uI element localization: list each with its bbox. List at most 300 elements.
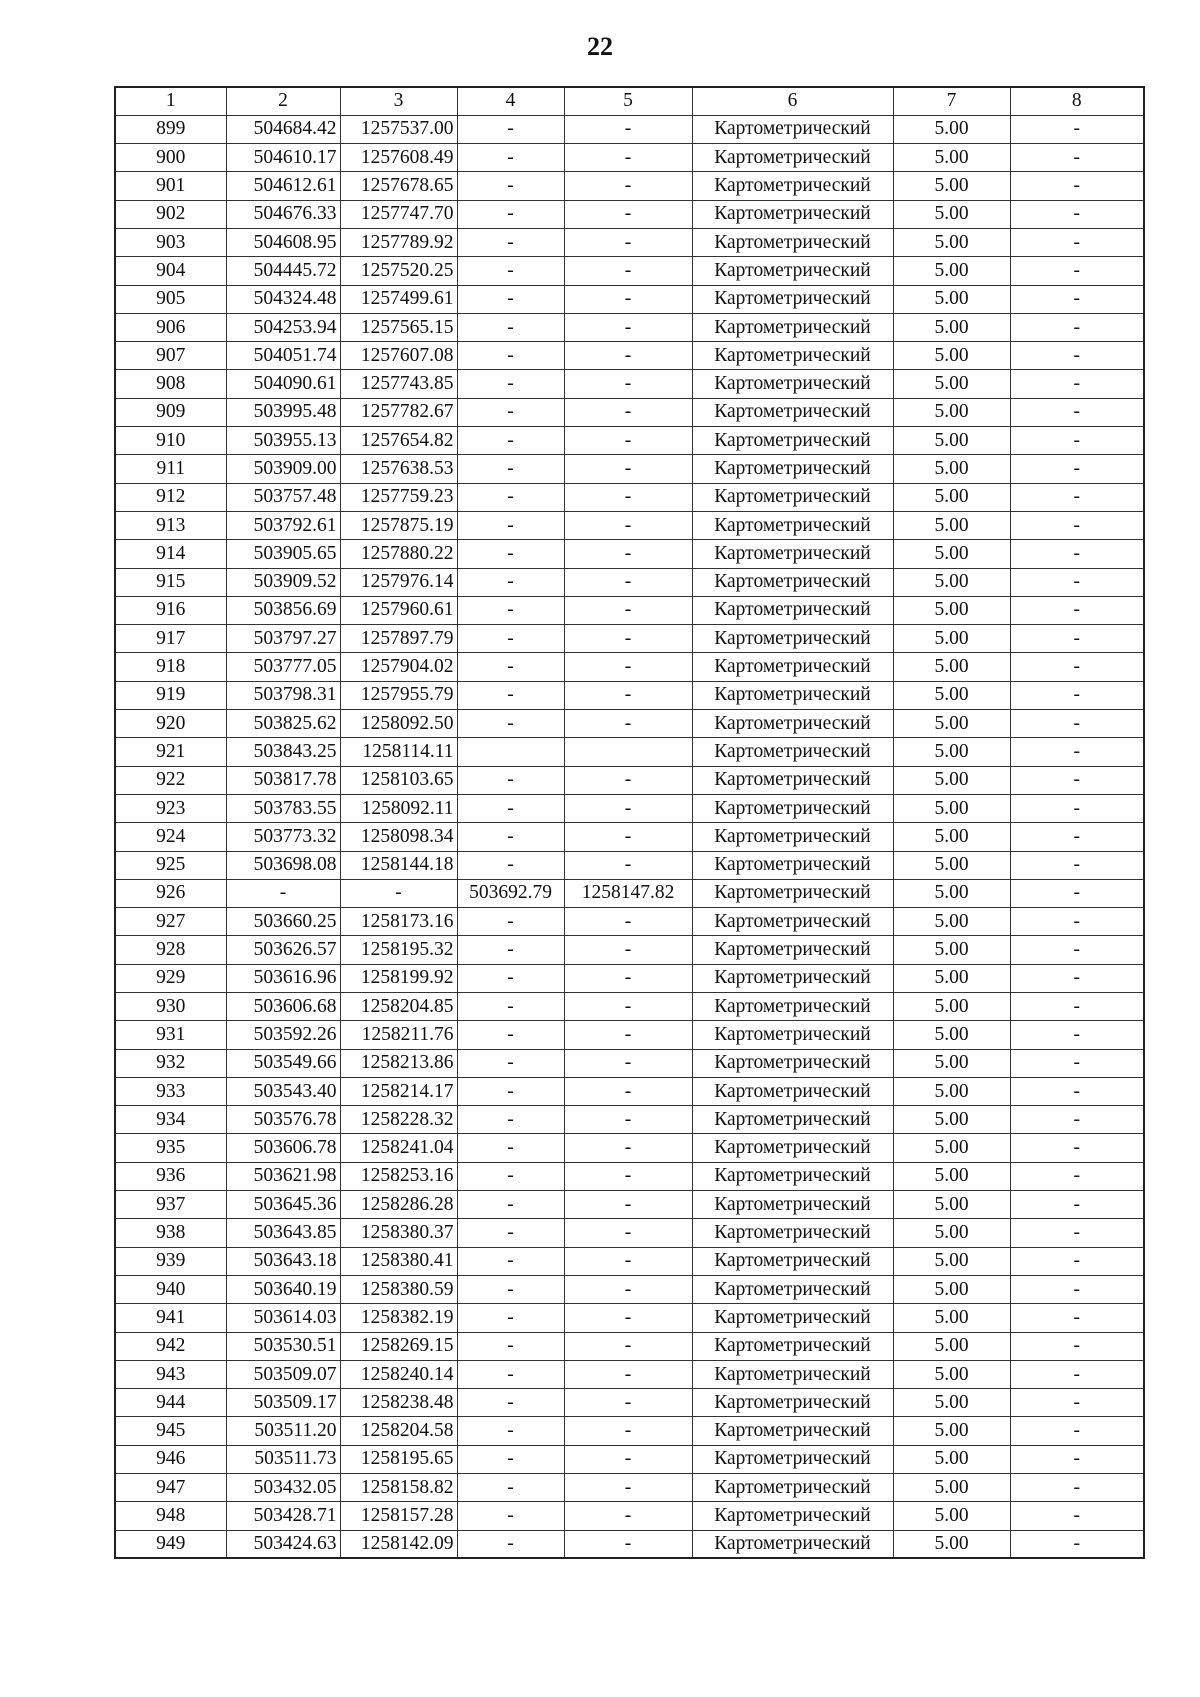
table-cell-col-2: 503543.40 <box>226 1077 340 1105</box>
coordinates-table <box>114 86 1145 1559</box>
table-cell-col-3: 1257904.02 <box>340 653 457 681</box>
table-cell-col-6: Картометрический <box>692 851 893 879</box>
table-cell-col-8: - <box>1010 879 1144 907</box>
table-cell-col-5: - <box>564 625 692 653</box>
table-cell-col-7: 5.00 <box>893 1332 1010 1360</box>
table-cell-col-5: - <box>564 1304 692 1332</box>
table-cell-col-1: 947 <box>115 1474 226 1502</box>
table-cell-col-2: 504676.33 <box>226 200 340 228</box>
table-cell-col-4: - <box>457 1332 564 1360</box>
table-row <box>115 936 1144 964</box>
table-cell-col-4: - <box>457 257 564 285</box>
table-row <box>115 681 1144 709</box>
table-cell-col-5: - <box>564 681 692 709</box>
table-cell-col-7: 5.00 <box>893 1134 1010 1162</box>
table-cell-col-6: Картометрический <box>692 1474 893 1502</box>
table-cell-col-5: - <box>564 1049 692 1077</box>
table-cell-col-3: 1258382.19 <box>340 1304 457 1332</box>
table-cell-col-6: Картометрический <box>692 1502 893 1530</box>
table-cell-col-3: 1257875.19 <box>340 511 457 539</box>
table-cell-col-3: 1258114.11 <box>340 738 457 766</box>
table-cell-col-1: 915 <box>115 568 226 596</box>
table-cell-col-8: - <box>1010 455 1144 483</box>
table-cell-col-2: 503783.55 <box>226 794 340 822</box>
table-cell-col-7: 5.00 <box>893 1360 1010 1388</box>
table-cell-col-3: 1258228.32 <box>340 1106 457 1134</box>
table-cell-col-3: 1257678.65 <box>340 172 457 200</box>
table-cell-col-1: 903 <box>115 228 226 256</box>
table-cell-col-3: 1258157.28 <box>340 1502 457 1530</box>
table-cell-col-8: - <box>1010 738 1144 766</box>
table-cell-col-5: - <box>564 370 692 398</box>
table-cell-col-3: 1257520.25 <box>340 257 457 285</box>
table-cell-col-3: 1258158.82 <box>340 1474 457 1502</box>
table-cell-col-5: - <box>564 851 692 879</box>
table-cell-col-2: 503428.71 <box>226 1502 340 1530</box>
table-cell-col-5: 1258147.82 <box>564 879 692 907</box>
table-row <box>115 653 1144 681</box>
table-cell-col-1: 912 <box>115 483 226 511</box>
table-cell-col-1: 918 <box>115 653 226 681</box>
table-cell-col-7: 5.00 <box>893 653 1010 681</box>
table-cell-col-3: 1257897.79 <box>340 625 457 653</box>
column-header-3: 3 <box>340 87 457 115</box>
table-cell-col-8: - <box>1010 823 1144 851</box>
table-cell-col-5: - <box>564 511 692 539</box>
header-row <box>115 87 1144 115</box>
table-cell-col-6: Картометрический <box>692 455 893 483</box>
table-cell-col-3: 1258286.28 <box>340 1191 457 1219</box>
table-cell-col-1: 910 <box>115 427 226 455</box>
table-cell-col-4: - <box>457 172 564 200</box>
table-cell-col-4: - <box>457 1134 564 1162</box>
table-cell-col-6: Картометрический <box>692 1445 893 1473</box>
table-cell-col-6: Картометрический <box>692 172 893 200</box>
table-cell-col-8: - <box>1010 710 1144 738</box>
table-cell-col-3: 1258213.86 <box>340 1049 457 1077</box>
table-cell-col-7: 5.00 <box>893 1445 1010 1473</box>
table-cell-col-5: - <box>564 766 692 794</box>
table-cell-col-7: 5.00 <box>893 1530 1010 1558</box>
table-cell-col-5: - <box>564 1219 692 1247</box>
table-cell-col-2: 504445.72 <box>226 257 340 285</box>
table-cell-col-8: - <box>1010 342 1144 370</box>
table-cell-col-4: - <box>457 1021 564 1049</box>
table-cell-col-2: 503777.05 <box>226 653 340 681</box>
table-cell-col-3: 1257747.70 <box>340 200 457 228</box>
table-row <box>115 1049 1144 1077</box>
table-cell-col-3: 1257654.82 <box>340 427 457 455</box>
table-cell-col-5: - <box>564 936 692 964</box>
table-cell-col-6: Картометрический <box>692 1049 893 1077</box>
table-cell-col-2: 503592.26 <box>226 1021 340 1049</box>
table-cell-col-7: 5.00 <box>893 908 1010 936</box>
table-cell-col-3: 1257960.61 <box>340 596 457 624</box>
table-row <box>115 738 1144 766</box>
table-cell-col-8: - <box>1010 625 1144 653</box>
table-row <box>115 1417 1144 1445</box>
table-row <box>115 1106 1144 1134</box>
table-cell-col-3: 1257608.49 <box>340 144 457 172</box>
table-cell-col-6: Картометрический <box>692 681 893 709</box>
table-cell-col-4: - <box>457 228 564 256</box>
table-cell-col-4: - <box>457 1162 564 1190</box>
table-cell-col-4: - <box>457 1389 564 1417</box>
table-cell-col-6: Картометрический <box>692 115 893 143</box>
table-cell-col-5: - <box>564 1332 692 1360</box>
table-cell-col-7: 5.00 <box>893 257 1010 285</box>
table-cell-col-8: - <box>1010 1191 1144 1219</box>
table-cell-col-2: 503511.73 <box>226 1445 340 1473</box>
table-cell-col-4: - <box>457 1106 564 1134</box>
table-cell-col-2: 503798.31 <box>226 681 340 709</box>
table-cell-col-4: - <box>457 908 564 936</box>
table-cell-col-8: - <box>1010 1219 1144 1247</box>
table-cell-col-1: 917 <box>115 625 226 653</box>
table-cell-col-5: - <box>564 653 692 681</box>
table-cell-col-7: 5.00 <box>893 427 1010 455</box>
table-cell-col-8: - <box>1010 1077 1144 1105</box>
table-cell-col-5: - <box>564 1191 692 1219</box>
table-row <box>115 1360 1144 1388</box>
table-cell-col-8: - <box>1010 653 1144 681</box>
table-cell-col-1: 900 <box>115 144 226 172</box>
table-cell-col-3: 1258380.41 <box>340 1247 457 1275</box>
table-cell-col-3: 1258241.04 <box>340 1134 457 1162</box>
table-cell-col-1: 929 <box>115 964 226 992</box>
table-cell-col-2: 503509.07 <box>226 1360 340 1388</box>
table-cell-col-7: 5.00 <box>893 1474 1010 1502</box>
table-cell-col-6: Картометрический <box>692 1191 893 1219</box>
table-cell-col-5: - <box>564 823 692 851</box>
table-cell-col-3: 1258195.32 <box>340 936 457 964</box>
table-cell-col-1: 945 <box>115 1417 226 1445</box>
table-cell-col-7: 5.00 <box>893 228 1010 256</box>
table-cell-col-8: - <box>1010 427 1144 455</box>
table-cell-col-6: Картометрический <box>692 200 893 228</box>
table-cell-col-3: 1258204.58 <box>340 1417 457 1445</box>
table-cell-col-5: - <box>564 908 692 936</box>
table-cell-col-5: - <box>564 596 692 624</box>
table-row <box>115 625 1144 653</box>
table-cell-col-7: 5.00 <box>893 1021 1010 1049</box>
table-cell-col-5: - <box>564 228 692 256</box>
table-cell-col-3: 1258195.65 <box>340 1445 457 1473</box>
table-cell-col-2: 504253.94 <box>226 313 340 341</box>
table-row <box>115 172 1144 200</box>
table-cell-col-7: 5.00 <box>893 200 1010 228</box>
table-cell-col-5: - <box>564 1474 692 1502</box>
table-cell-col-8: - <box>1010 144 1144 172</box>
table-cell-col-7: 5.00 <box>893 936 1010 964</box>
table-cell-col-1: 913 <box>115 511 226 539</box>
table-cell-col-8: - <box>1010 681 1144 709</box>
table-cell-col-8: - <box>1010 964 1144 992</box>
table-cell-col-7: 5.00 <box>893 398 1010 426</box>
table-cell-col-6: Картометрический <box>692 257 893 285</box>
table-cell-col-7: 5.00 <box>893 596 1010 624</box>
table-cell-col-5: - <box>564 1247 692 1275</box>
table-cell-col-2: 503643.18 <box>226 1247 340 1275</box>
table-cell-col-8: - <box>1010 766 1144 794</box>
table-cell-col-7: 5.00 <box>893 568 1010 596</box>
table-cell-col-8: - <box>1010 1417 1144 1445</box>
table-cell-col-8: - <box>1010 1389 1144 1417</box>
table-cell-col-2: 503909.52 <box>226 568 340 596</box>
table-row <box>115 1530 1144 1558</box>
table-row <box>115 455 1144 483</box>
table-cell-col-7: 5.00 <box>893 1219 1010 1247</box>
table-cell-col-3: 1258092.50 <box>340 710 457 738</box>
table-cell-col-2: 503530.51 <box>226 1332 340 1360</box>
table-cell-col-4: - <box>457 115 564 143</box>
table-cell-col-1: 919 <box>115 681 226 709</box>
table-cell-col-5: - <box>564 115 692 143</box>
table-cell-col-4: - <box>457 511 564 539</box>
table-cell-col-2: 503614.03 <box>226 1304 340 1332</box>
table-cell-col-8: - <box>1010 511 1144 539</box>
table-cell-col-6: Картометрический <box>692 1247 893 1275</box>
table-cell-col-1: 908 <box>115 370 226 398</box>
table-cell-col-1: 946 <box>115 1445 226 1473</box>
table-cell-col-5: - <box>564 1162 692 1190</box>
table-cell-col-6: Картометрический <box>692 1417 893 1445</box>
table-cell-col-3: 1258380.59 <box>340 1275 457 1303</box>
table-cell-col-6: Картометрический <box>692 1219 893 1247</box>
table-cell-col-2: 503773.32 <box>226 823 340 851</box>
table-cell-col-1: 920 <box>115 710 226 738</box>
table-cell-col-2: 503856.69 <box>226 596 340 624</box>
table-cell-col-1: 909 <box>115 398 226 426</box>
table-cell-col-4: - <box>457 342 564 370</box>
table-row <box>115 568 1144 596</box>
table-cell-col-6: Картометрический <box>692 540 893 568</box>
table-cell-col-6: Картометрический <box>692 766 893 794</box>
table-cell-col-5: - <box>564 1417 692 1445</box>
table-cell-col-6: Картометрический <box>692 285 893 313</box>
table-cell-col-8: - <box>1010 200 1144 228</box>
table-cell-col-1: 941 <box>115 1304 226 1332</box>
column-header-1: 1 <box>115 87 226 115</box>
table-row <box>115 1275 1144 1303</box>
table-cell-col-7: 5.00 <box>893 1191 1010 1219</box>
table-cell-col-1: 933 <box>115 1077 226 1105</box>
table-cell-col-8: - <box>1010 1502 1144 1530</box>
table-cell-col-4: - <box>457 1360 564 1388</box>
table-cell-col-3: 1257880.22 <box>340 540 457 568</box>
table-cell-col-6: Картометрический <box>692 1275 893 1303</box>
table-cell-col-6: Картометрический <box>692 879 893 907</box>
table-cell-col-5: - <box>564 455 692 483</box>
table-cell-col-7: 5.00 <box>893 483 1010 511</box>
table-cell-col-4: 503692.79 <box>457 879 564 907</box>
table-row <box>115 540 1144 568</box>
table-row <box>115 257 1144 285</box>
table-cell-col-5: - <box>564 1106 692 1134</box>
table-row <box>115 342 1144 370</box>
table-cell-col-4: - <box>457 681 564 709</box>
table-cell-col-6: Картометрический <box>692 398 893 426</box>
table-cell-col-7: 5.00 <box>893 1304 1010 1332</box>
table-cell-col-1: 948 <box>115 1502 226 1530</box>
column-header-4: 4 <box>457 87 564 115</box>
table-cell-col-4: - <box>457 851 564 879</box>
table-cell-col-2: 503645.36 <box>226 1191 340 1219</box>
table-cell-col-4: - <box>457 455 564 483</box>
table-cell-col-2: - <box>226 879 340 907</box>
table-cell-col-4 <box>457 738 564 766</box>
table-cell-col-8: - <box>1010 1445 1144 1473</box>
table-row <box>115 228 1144 256</box>
table-cell-col-4: - <box>457 1417 564 1445</box>
table-cell-col-4: - <box>457 964 564 992</box>
table-cell-col-4: - <box>457 398 564 426</box>
table-row <box>115 1332 1144 1360</box>
column-header-5: 5 <box>564 87 692 115</box>
table-cell-col-1: 942 <box>115 1332 226 1360</box>
table-cell-col-1: 924 <box>115 823 226 851</box>
table-cell-col-4: - <box>457 936 564 964</box>
table-cell-col-6: Картометрический <box>692 568 893 596</box>
table-cell-col-2: 503909.00 <box>226 455 340 483</box>
table-cell-col-1: 922 <box>115 766 226 794</box>
table-cell-col-8: - <box>1010 228 1144 256</box>
table-row <box>115 766 1144 794</box>
table-cell-col-2: 504051.74 <box>226 342 340 370</box>
table-cell-col-8: - <box>1010 1474 1144 1502</box>
table-row <box>115 794 1144 822</box>
table-cell-col-7: 5.00 <box>893 1162 1010 1190</box>
table-cell-col-2: 503640.19 <box>226 1275 340 1303</box>
table-row <box>115 1247 1144 1275</box>
table-cell-col-8: - <box>1010 1332 1144 1360</box>
table-row <box>115 144 1144 172</box>
table-row <box>115 313 1144 341</box>
table-cell-col-2: 503606.78 <box>226 1134 340 1162</box>
table-cell-col-2: 503576.78 <box>226 1106 340 1134</box>
table-cell-col-6: Картометрический <box>692 1106 893 1134</box>
table-cell-col-8: - <box>1010 568 1144 596</box>
column-header-8: 8 <box>1010 87 1144 115</box>
table-cell-col-1: 923 <box>115 794 226 822</box>
table-cell-col-2: 504324.48 <box>226 285 340 313</box>
table-cell-col-4: - <box>457 1219 564 1247</box>
table-cell-col-5: - <box>564 144 692 172</box>
table-cell-col-1: 904 <box>115 257 226 285</box>
table-cell-col-4: - <box>457 540 564 568</box>
table-cell-col-1: 928 <box>115 936 226 964</box>
table-cell-col-2: 503825.62 <box>226 710 340 738</box>
table-row <box>115 1474 1144 1502</box>
table-cell-col-8: - <box>1010 993 1144 1021</box>
table-cell-col-3: 1257976.14 <box>340 568 457 596</box>
table-cell-col-7: 5.00 <box>893 144 1010 172</box>
table-cell-col-7: 5.00 <box>893 1247 1010 1275</box>
table-row <box>115 1445 1144 1473</box>
table-cell-col-6: Картометрический <box>692 1021 893 1049</box>
table-cell-col-5: - <box>564 1021 692 1049</box>
table-row <box>115 398 1144 426</box>
table-cell-col-7: 5.00 <box>893 851 1010 879</box>
table-cell-col-2: 503797.27 <box>226 625 340 653</box>
table-cell-col-3: 1258214.17 <box>340 1077 457 1105</box>
table-cell-col-6: Картометрический <box>692 228 893 256</box>
table-header <box>115 87 1144 115</box>
table-cell-col-2: 503549.66 <box>226 1049 340 1077</box>
table-row <box>115 1162 1144 1190</box>
table-cell-col-1: 927 <box>115 908 226 936</box>
table-cell-col-2: 503817.78 <box>226 766 340 794</box>
page-number: 22 <box>587 32 613 61</box>
table-cell-col-7: 5.00 <box>893 115 1010 143</box>
table-cell-col-5: - <box>564 1502 692 1530</box>
column-header-2: 2 <box>226 87 340 115</box>
table-cell-col-7: 5.00 <box>893 285 1010 313</box>
table-cell-col-3: 1258211.76 <box>340 1021 457 1049</box>
table-cell-col-3: 1258103.65 <box>340 766 457 794</box>
table-cell-col-2: 503995.48 <box>226 398 340 426</box>
table-cell-col-4: - <box>457 1247 564 1275</box>
table-cell-col-4: - <box>457 1474 564 1502</box>
table-cell-col-8: - <box>1010 1021 1144 1049</box>
table-cell-col-8: - <box>1010 1304 1144 1332</box>
table-cell-col-1: 906 <box>115 313 226 341</box>
table-cell-col-3: 1258142.09 <box>340 1530 457 1558</box>
table-cell-col-8: - <box>1010 1530 1144 1558</box>
table-cell-col-4: - <box>457 1304 564 1332</box>
table-row <box>115 1191 1144 1219</box>
table-cell-col-5: - <box>564 200 692 228</box>
table-cell-col-8: - <box>1010 115 1144 143</box>
table-cell-col-5: - <box>564 257 692 285</box>
table-cell-col-1: 925 <box>115 851 226 879</box>
table-cell-col-7: 5.00 <box>893 1502 1010 1530</box>
table-cell-col-8: - <box>1010 1049 1144 1077</box>
table-cell-col-2: 504090.61 <box>226 370 340 398</box>
table-cell-col-5: - <box>564 1530 692 1558</box>
table-cell-col-7: 5.00 <box>893 625 1010 653</box>
table-cell-col-4: - <box>457 596 564 624</box>
table-cell-col-6: Картометрический <box>692 511 893 539</box>
table-cell-col-4: - <box>457 144 564 172</box>
table-cell-col-4: - <box>457 625 564 653</box>
table-cell-col-1: 934 <box>115 1106 226 1134</box>
table-cell-col-8: - <box>1010 1134 1144 1162</box>
table-cell-col-4: - <box>457 568 564 596</box>
table-cell-col-6: Картометрический <box>692 823 893 851</box>
table-cell-col-1: 916 <box>115 596 226 624</box>
table-cell-col-6: Картометрический <box>692 313 893 341</box>
table-cell-col-2: 503792.61 <box>226 511 340 539</box>
table-cell-col-7: 5.00 <box>893 1275 1010 1303</box>
table-cell-col-5: - <box>564 342 692 370</box>
table-cell-col-8: - <box>1010 483 1144 511</box>
table-cell-col-8: - <box>1010 1106 1144 1134</box>
table-cell-col-6: Картометрический <box>692 738 893 766</box>
table-cell-col-2: 503626.57 <box>226 936 340 964</box>
table-row <box>115 370 1144 398</box>
table-row <box>115 285 1144 313</box>
table-cell-col-1: 935 <box>115 1134 226 1162</box>
table-cell-col-6: Картометрический <box>692 1162 893 1190</box>
table-cell-col-4: - <box>457 200 564 228</box>
table-cell-col-5: - <box>564 313 692 341</box>
table-cell-col-4: - <box>457 653 564 681</box>
table-cell-col-2: 503606.68 <box>226 993 340 1021</box>
table-row <box>115 993 1144 1021</box>
table-cell-col-1: 936 <box>115 1162 226 1190</box>
table-cell-col-1: 901 <box>115 172 226 200</box>
